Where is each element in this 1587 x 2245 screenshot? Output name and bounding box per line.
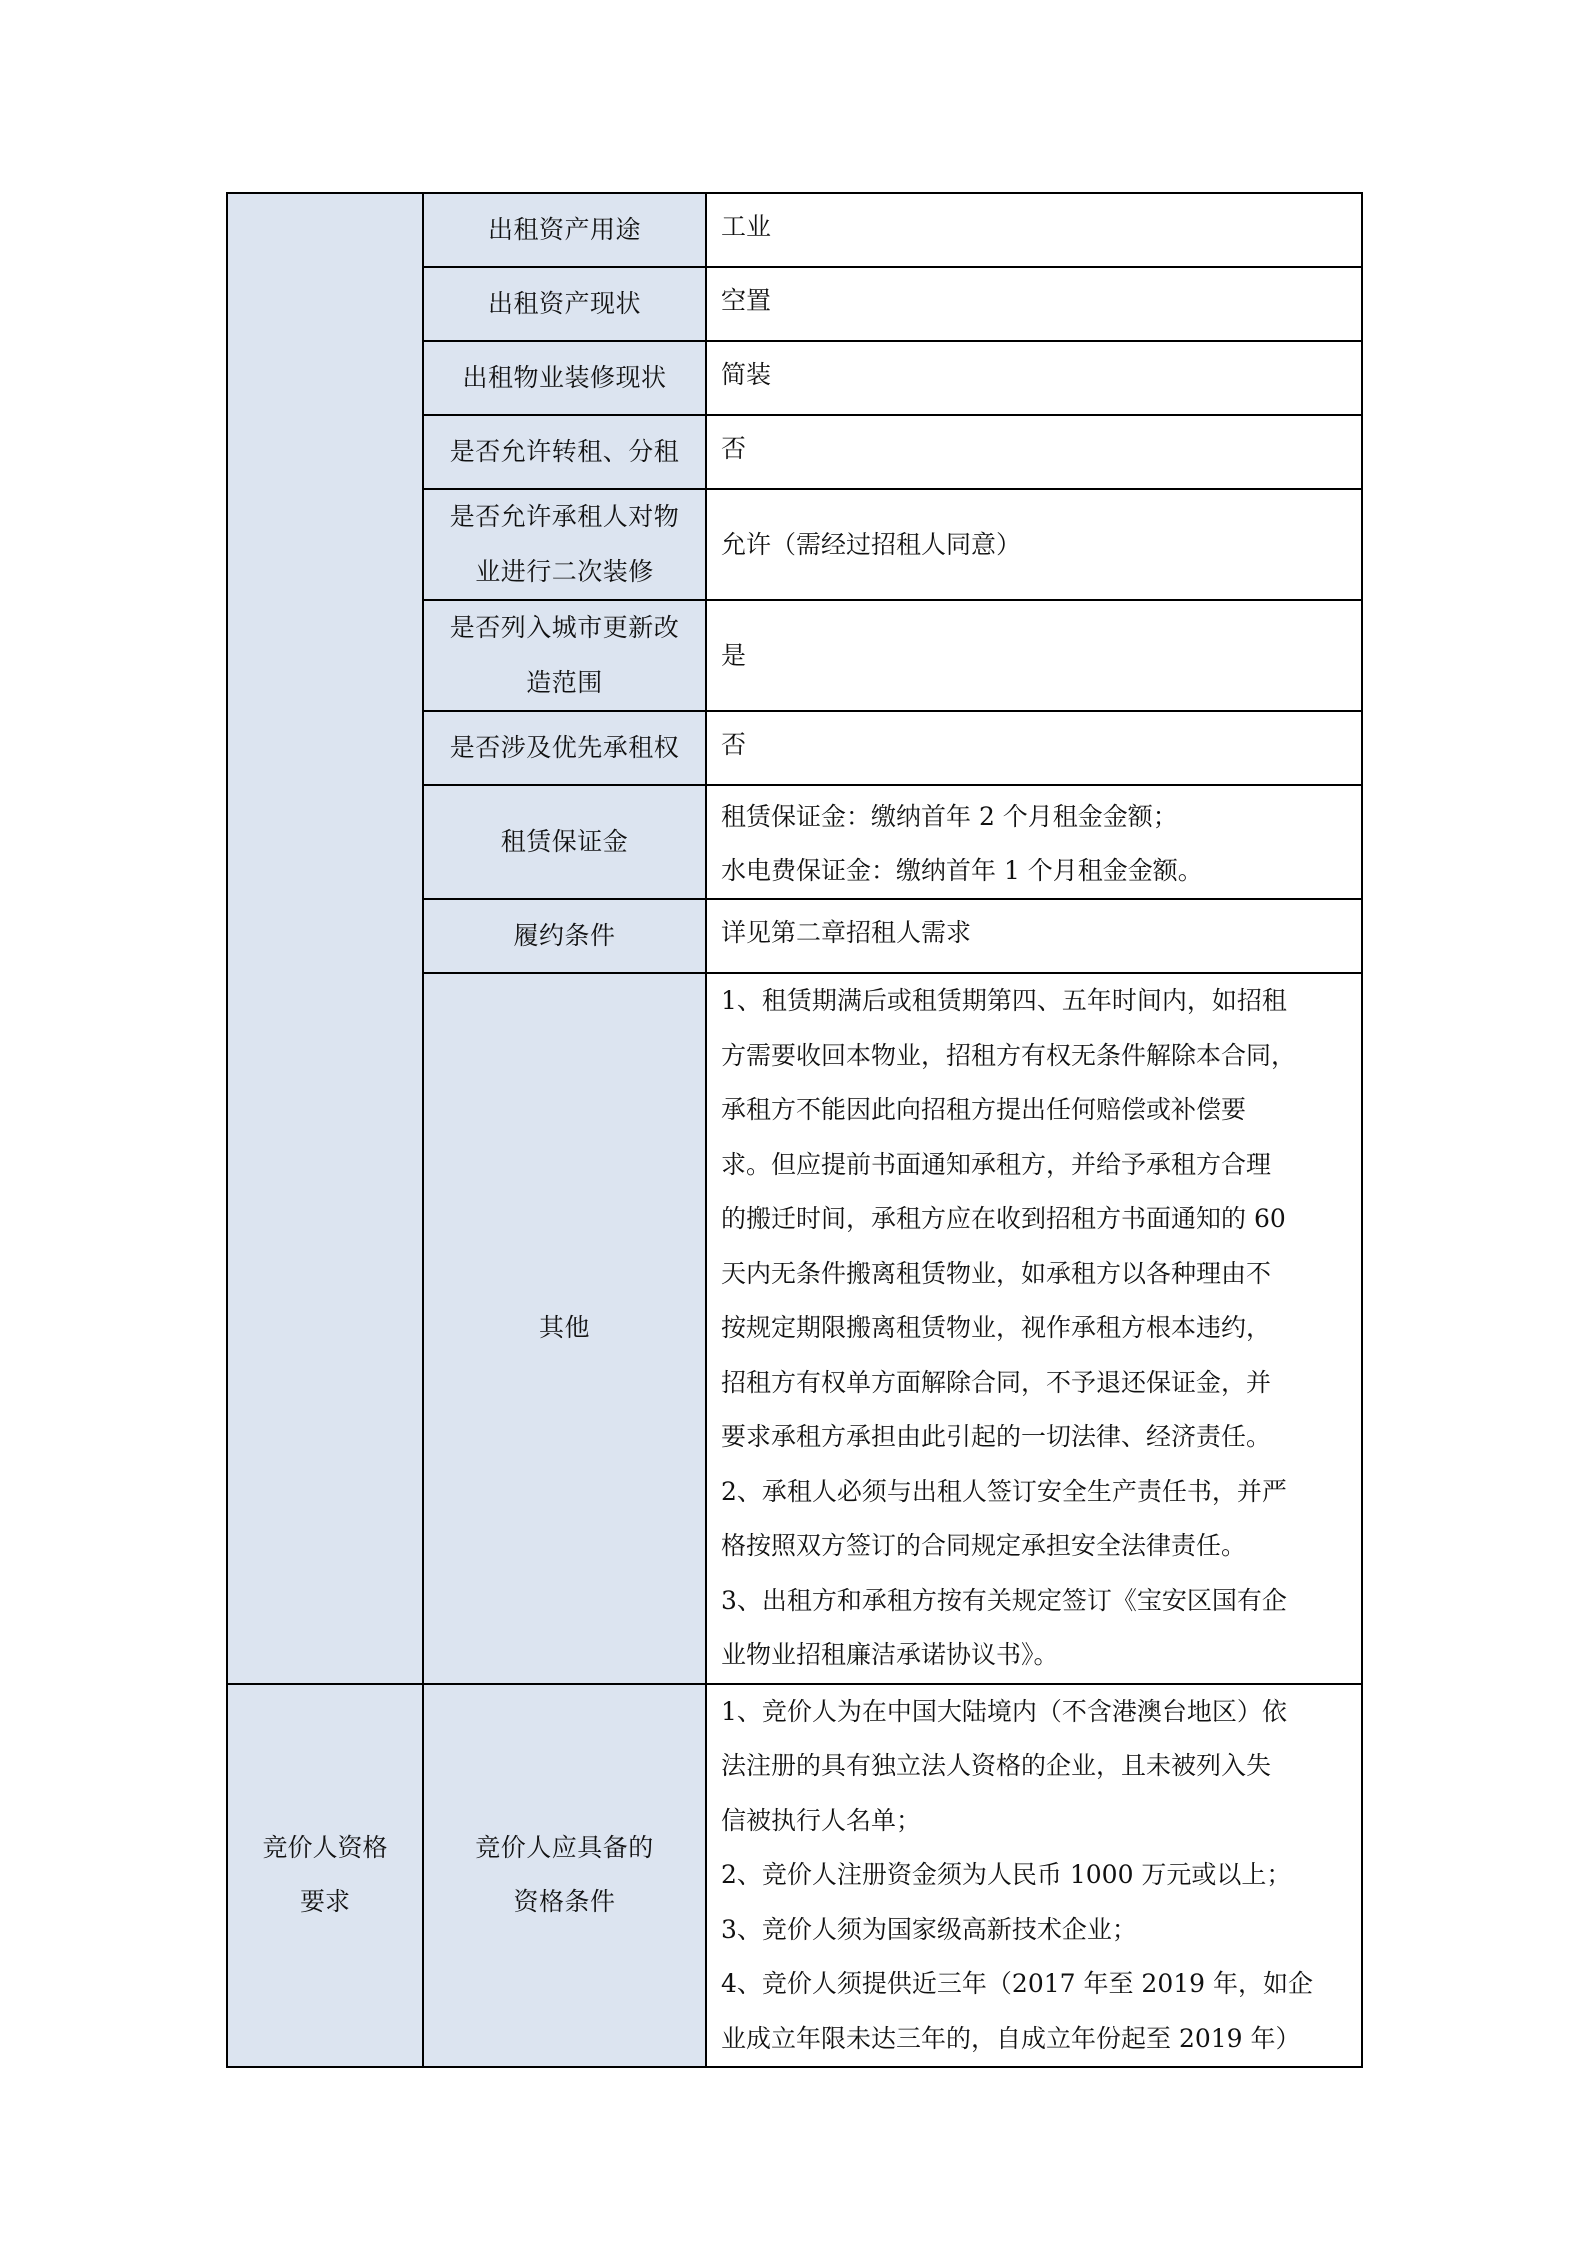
row-value-line: 法注册的具有独立法人资格的企业，且未被列入失 [721,1751,1272,1780]
row-value-line: 求。但应提前书面通知承租方，并给予承租方合理 [721,1149,1272,1179]
row-value-text: 详见第二章招租人需求 [721,918,972,947]
row-value-line: 的搬迁时间，承租方应在收到招租方书面通知的 60 [721,1204,1286,1233]
row-value [706,711,1362,785]
row-label-line: 业进行二次装修 [475,556,654,586]
row-value-line: 3、出租方和承租方按有关规定签订《宝安区国有企 [721,1585,1287,1615]
row-label [423,785,706,899]
row-value-text: 否 [721,434,747,463]
row-value-others [706,973,1362,1684]
row-value [706,785,1362,899]
row-value-line: 招租方有权单方面解除合同，不予退还保证金，并 [721,1367,1272,1397]
row-value-line: 4、竞价人须提供近三年（2017 年至 2019 年，如企 [721,1969,1313,1998]
row-value-line: 水电费保证金：缴纳首年 1 个月租金金额。 [721,856,1203,885]
row-label-line: 竞价人应具备的 [475,1832,654,1862]
row-label [423,600,706,711]
table-row [227,193,1362,267]
row-label-line: 是否允许承租人对物 [449,502,680,531]
row-value [706,415,1362,489]
row-label-text: 出租物业装修现状 [462,363,667,392]
row-label [423,415,706,489]
table-row-bidder [227,1684,1362,2068]
row-value-text: 工业 [721,212,772,241]
row-label [423,973,706,1684]
row-label-line: 造范围 [526,667,603,697]
row-value-text: 允许（需经过招租人同意） [721,529,1022,559]
row-value-text: 空置 [721,286,772,315]
row-value-line: 3、竞价人须为国家级高新技术企业； [721,1914,1137,1944]
row-value-text: 否 [721,730,747,759]
row-label [423,489,706,600]
lease-info-table [226,192,1363,2068]
row-value-line: 2、竞价人注册资金须为人民币 1000 万元或以上； [721,1860,1292,1889]
row-value-line: 信被执行人名单； [721,1805,922,1835]
row-value-line: 格按照双方签订的合同规定承担安全法律责任。 [721,1531,1247,1560]
row-label [423,193,706,267]
row-label-line: 资格条件 [513,1887,616,1917]
row-label-text: 履约条件 [513,921,616,950]
row-value-line: 租赁保证金：缴纳首年 2 个月租金金额； [721,802,1178,831]
row-label-text: 其他 [538,1313,590,1343]
row-value-line: 1、竞价人为在中国大陆境内（不含港澳台地区）依 [721,1696,1287,1726]
row-value-line: 要求承租方承担由此引起的一切法律、经济责任。 [721,1422,1272,1451]
row-label-line: 是否列入城市更新改 [449,613,680,642]
row-value [706,899,1362,973]
row-label-text: 租赁保证金 [500,827,629,856]
row-value-line: 1、租赁期满后或租赁期第四、五年时间内，如招租 [721,986,1287,1015]
group-cell-bidder-requirements [227,1684,423,2068]
row-label-text: 是否涉及优先承租权 [449,733,680,762]
row-value-line: 按规定期限搬离租赁物业，视作承租方根本违约， [721,1313,1272,1342]
row-label [423,899,706,973]
row-value-line: 方需要收回本物业，招租方有权无条件解除本合同， [721,1040,1297,1070]
row-label [423,267,706,341]
row-label-text: 出租资产用途 [487,215,641,244]
row-value [706,341,1362,415]
row-value [706,489,1362,600]
row-label-text: 是否允许转租、分租 [449,437,680,466]
row-value-line: 承租方不能因此向招租方提出任何赔偿或补偿要 [721,1095,1247,1124]
row-value [706,600,1362,711]
row-value-bidder [706,1684,1362,2068]
row-value [706,193,1362,267]
group-cell-lease-details [227,193,423,1684]
row-label [423,711,706,785]
row-value-line: 2、承租人必须与出租人签订安全生产责任书，并严 [721,1476,1287,1506]
group-label-line: 竞价人资格 [262,1832,388,1862]
row-label [423,1684,706,2068]
row-value [706,267,1362,341]
row-value-text: 简装 [721,360,772,389]
row-value-line: 业物业招租廉洁承诺协议书》。 [721,1640,1059,1669]
row-value-text: 是 [721,640,747,670]
row-label-text: 出租资产现状 [487,289,641,318]
row-value-line: 天内无条件搬离租赁物业，如承租方以各种理由不 [721,1258,1272,1288]
row-label [423,341,706,415]
row-value-line: 业成立年限未达三年的，自成立年份起至 2019 年） [721,2023,1301,2053]
group-label-line: 要求 [299,1887,350,1917]
